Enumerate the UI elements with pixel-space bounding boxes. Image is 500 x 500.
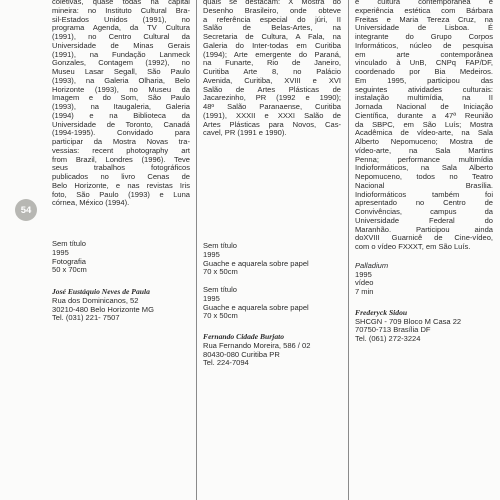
bio-line: Gonzales, Contagem (1992), no [52, 58, 190, 68]
artist-phone: Tel. 224-7094 [203, 358, 249, 368]
work-year: 1995 [52, 247, 69, 257]
bio-line: vídeo-arte, na Sala Martins [355, 145, 493, 155]
artist-phone: Tel. (061) 272-3224 [355, 334, 421, 343]
bio-line: instalação multimídia, na II [355, 93, 493, 103]
bio-line: Belo Horizonte, e nas revistas Iris [52, 180, 190, 190]
bio-line: Universidade Federal do [355, 215, 493, 225]
work-medium: Guache e aquarela sobre papel [203, 258, 309, 268]
bio-line: Alberto Nepomuceno; Mostra de [355, 137, 493, 146]
bio-line: cavel, PR (1991 e 1990). [203, 128, 287, 138]
artist-contact [355, 309, 493, 344]
artist-name: Frederyck Sidou [355, 307, 408, 317]
artist-name: Fernando Cidade Burjato [203, 332, 285, 341]
artwork-caption [203, 286, 341, 321]
bio-line: Museu Lasar Segall, São Paulo [52, 67, 190, 76]
work-size: 70 x 50cm [203, 311, 238, 321]
column-1 [52, 0, 190, 323]
work-title: Sem título [203, 241, 237, 250]
artist-name: José Eustáquio Neves de Paula [52, 287, 150, 296]
bio-line: Maranhão. Participou ainda [355, 224, 493, 234]
bio-line: Avenida, Curitiba, XVIII e XVI [203, 75, 341, 85]
work-medium: Guache e aquarela sobre papel [203, 302, 309, 312]
bio-line: e cultura contemporânea e [355, 0, 493, 6]
bio-line: Informáticos, núcleo de pesquisa [355, 40, 493, 50]
bio-line: (1994-1995). Convidado para [52, 128, 190, 138]
artist-bio [355, 0, 493, 252]
bio-line: Indioformáticos também foi [355, 189, 493, 199]
artist-street: SHCGN - 709 Bloco M Casa 22 [355, 316, 462, 326]
bio-line: Imagem e do Som, São Paulo [52, 93, 190, 103]
artist-contact [52, 288, 190, 323]
bio-line: Acadêmica de vídeo-arte, na Sala [355, 128, 493, 138]
bio-line: Jornada Nacional de Iniciação [355, 102, 493, 111]
bio-line: Indioformáticos, na Sala Alberto [355, 163, 493, 173]
work-year: 1995 [355, 269, 372, 279]
bio-line: integrante do Grupo Corpos [355, 32, 493, 41]
bio-line: Galeria do Inter-todas em Curitiba [203, 40, 341, 50]
bio-line: seus trabalhos fotográficos [52, 163, 190, 173]
bio-line: apresentado no Centro de [355, 198, 493, 208]
bio-line: participar da Mostra Novas tra- [52, 137, 190, 146]
bio-line: Penna; performance multimídia [355, 154, 493, 164]
bio-line: Horizonte (1993), no Museu da [52, 84, 190, 94]
bio-line: (1993), na Itaugaleria, Galeria [52, 102, 190, 111]
artwork-caption [203, 242, 341, 277]
bio-line: Convivências, campus da [355, 207, 493, 216]
bio-line: Universidade de Minas Gerais [52, 40, 190, 50]
bio-line: a referência especial do júri, II [203, 14, 341, 24]
artist-city: 30210-480 Belo Horizonte MG [52, 304, 154, 314]
artist-bio [203, 0, 341, 138]
artist-contact [203, 333, 341, 368]
bio-line: Secretaria de Cultura, A Fala, na [203, 32, 341, 41]
artist-city: 70750-713 Brasília DF [355, 325, 431, 335]
artwork-caption [52, 240, 190, 275]
bio-line: Freitas e Maria Tereza Cruz, na [355, 14, 493, 24]
bio-line: Nepomuceno, todos no Teatro [355, 172, 493, 181]
bio-line: vinculado à UnB, CNPq FAP/DF, [355, 58, 493, 68]
bio-line: Nacional Brasília. [355, 180, 493, 190]
bio-line: Curitiba Arte 8, no Palácio [203, 67, 341, 76]
bio-line: foto, São Paulo (1993) e Luna [52, 189, 190, 199]
work-duration: 7 min [355, 287, 374, 296]
bio-line: seguintes atividades culturais: [355, 84, 493, 94]
artist-city: 80430-080 Curitiba PR [203, 349, 280, 359]
bio-line: from Brazil, Londres (1996). Teve [52, 154, 190, 164]
column-2 [203, 0, 341, 368]
bio-line: Salão de Belas-Artes, na [203, 23, 341, 33]
bio-line: programa Agenda, da TV Cultura [52, 23, 190, 33]
bio-line: Em 1995, participou das [355, 75, 493, 85]
bio-line: Universidade de Lisboa. É [355, 23, 493, 33]
bio-line: Salão de Artes Plásticas de [203, 84, 341, 94]
artist-street: Rua dos Dominicanos, 52 [52, 295, 139, 305]
page-number-badge [15, 199, 37, 221]
artwork-caption [355, 262, 493, 297]
page-number: 54 [20, 204, 32, 216]
bio-line: (1994) e na Biblioteca da [52, 110, 190, 120]
artist-street: Rua Fernando Moreira, 586 / 02 [203, 340, 311, 350]
work-title: Sem título [52, 239, 86, 248]
work-title: Sem título [203, 285, 237, 294]
bio-line: da SBPC, em São Luís; Mostra [355, 119, 493, 129]
work-size: 50 x 70cm [52, 265, 87, 275]
bio-line: na Funarte, Rio de Janeiro, [203, 58, 341, 68]
bio-line: Universidade de Toronto, Canadá [52, 119, 190, 129]
bio-line: Artes Plásticas para Novos, Cas- [203, 119, 341, 129]
bio-line: em arte contemporânea [355, 49, 493, 59]
column-divider-left [196, 0, 197, 500]
bio-line: Jacarezinho, PR (1992 e 1990); [203, 93, 341, 103]
bio-line: mineira: no Instituto Cultural Bra- [52, 5, 190, 15]
bio-line: coordenado por Bia Medeiros. [355, 67, 493, 76]
work-title: Palladium [355, 260, 389, 270]
column-divider-right [348, 0, 349, 500]
bio-line: (1993), na Galeria Olharia, Belo [52, 75, 190, 85]
bio-line: (1991), no Centro Cultural da [52, 32, 190, 41]
bio-line: quais se destacam: X Mostra do [203, 0, 341, 6]
bio-line: publicados no livro Cenas de [52, 172, 190, 181]
bio-line: 48º Salão Paranaense, Curitiba [203, 102, 341, 111]
artist-bio [52, 0, 190, 208]
artist-phone: Tel. (031) 221- 7507 [52, 313, 120, 323]
column-3 [355, 0, 493, 344]
bio-line: (1994); Arte emergente do Paraná, [203, 49, 341, 59]
work-year: 1995 [203, 249, 220, 259]
bio-line: experiência estética com Bárbara [355, 5, 493, 15]
bio-line: vessias: recent photography art [52, 145, 190, 155]
bio-line: Desenho Brasileiro, onde obteve [203, 5, 341, 15]
bio-line: (1991), na Fundação Lanmeck [52, 49, 190, 59]
work-year: 1995 [203, 293, 220, 303]
work-medium: Fotografia [52, 256, 86, 266]
work-medium: vídeo [355, 278, 374, 288]
bio-line: Científica, durante a 47ª Reunião [355, 110, 493, 120]
work-size: 70 x 50cm [203, 267, 238, 277]
bio-line: sil-Estados Unidos (1991), no [52, 14, 190, 24]
bio-line: com o vídeo FXXXT, em São Luís. [355, 242, 471, 251]
bio-line: (1991), XXXII e XXXI Salão de [203, 110, 341, 120]
bio-line: córnea, México (1994). [52, 198, 130, 208]
bio-line: coletivas, quase todas na capital [52, 0, 190, 6]
bio-line: doXVIII Guarnicê de Cine-vídeo, [355, 233, 493, 243]
